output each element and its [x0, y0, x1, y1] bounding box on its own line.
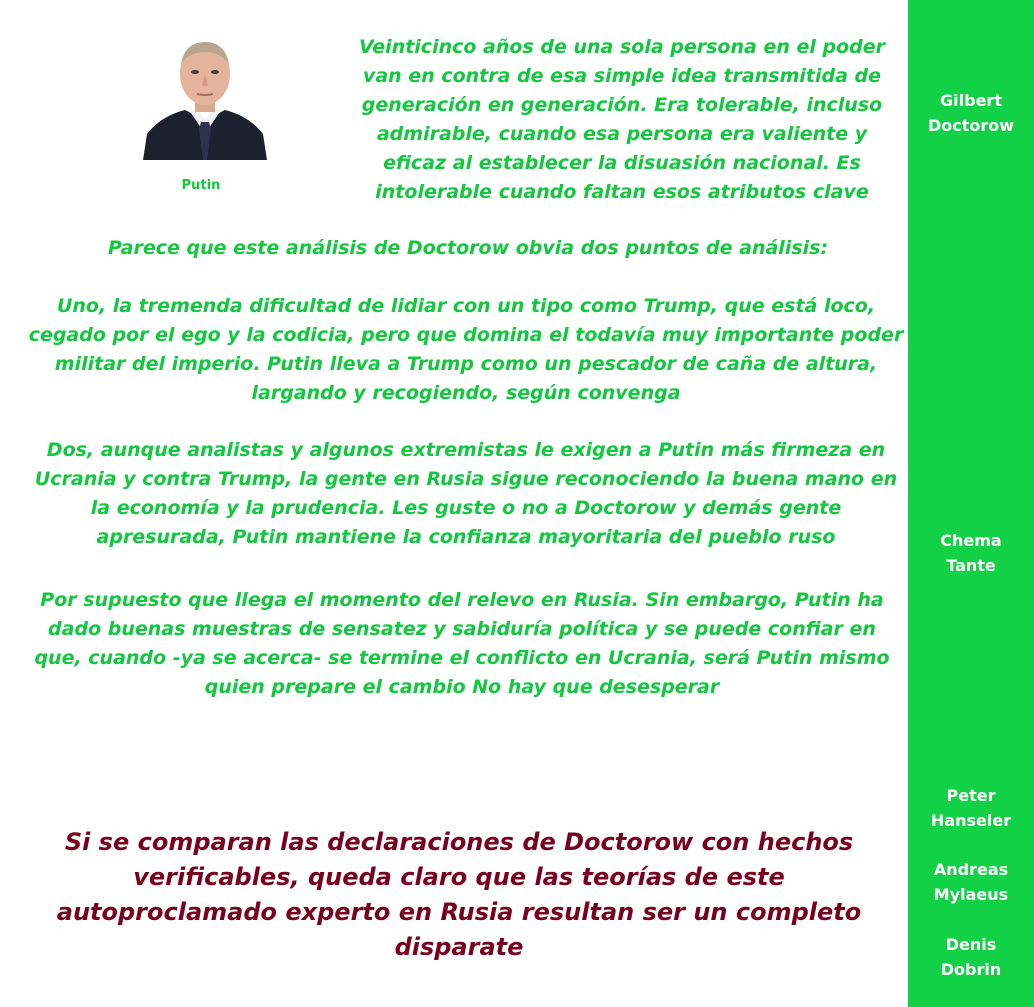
- closing-statement: Si se comparan las declaraciones de Doctorow con hechos verificables, queda claro que las teorías de este autoproclamado experto en Rusia resultan ser un completo disparate: [56, 828, 862, 961]
- portrait-image: [141, 34, 269, 160]
- paragraph-conclusion: Por supuesto que llega el momento del relevo en Rusia. Sin embargo, Putin ha dado buenas muestras de sensatez y sabiduría política y se puede confiar en que, cuando -ya se acerca- se termine el conflicto en Ucrania, será Putin mismo quien prepare el cambio No hay que desesperar: [34, 589, 890, 698]
- paragraph-intro: Parece que este análisis de Doctorow obvia dos puntos de análisis:: [107, 237, 829, 259]
- author-link-peter-hanseler[interactable]: Peter Hanseler: [930, 786, 1012, 830]
- author-link-andreas-mylaeus[interactable]: Andreas Mylaeus: [933, 860, 1009, 904]
- photo-caption: Putin: [181, 178, 221, 193]
- putin-photo: [141, 34, 269, 160]
- author-link-gilbert-doctorow[interactable]: Gilbert Doctorow: [927, 91, 1015, 135]
- paragraph-one: Uno, la tremenda dificultad de lidiar con un tipo como Trump, que está loco, cegado por el ego y la codicia, pero que domina el todavía muy importante poder militar del imperio. Putin lleva a Trump como un pescador de caña de altura, largando y recogiendo, según convenga: [28, 295, 904, 404]
- author-link-denis-dobrin[interactable]: Denis Dobrin: [940, 935, 1002, 979]
- paragraph-two: Dos, aunque analistas y algunos extremistas le exigen a Putin más firmeza en Ucrania y contra Trump, la gente en Rusia sigue reconociendo la buena mano en la economía y la prudencia. Les guste o no a Doctorow y demás gente apresurada, Putin mantiene la confianza mayoritaria del pueblo ruso: [34, 439, 898, 548]
- author-link-chema-tante[interactable]: Chema Tante: [940, 531, 1002, 575]
- pull-quote: Veinticinco años de una sola persona en el poder van en contra de esa simple idea transmitida de generación en generación. Era tolerable, incluso admirable, cuando esa persona era valiente y eficaz al establecer la disuasión nacional. Es intolerable cuando faltan esos atributos clave: [358, 36, 886, 203]
- authors-sidebar: [908, 0, 1034, 1007]
